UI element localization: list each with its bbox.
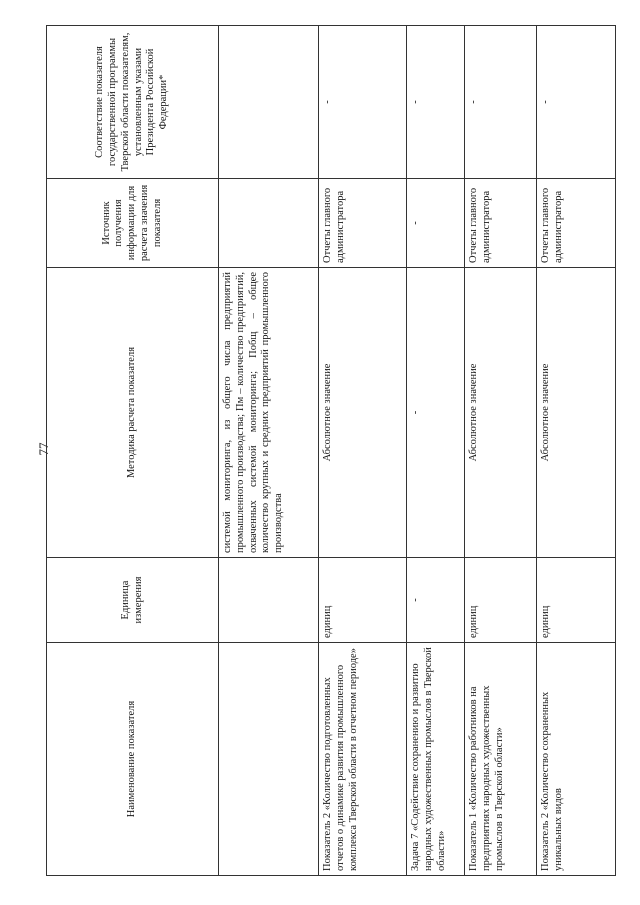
table-row <box>219 26 319 876</box>
table-row <box>319 26 407 876</box>
cell-name <box>219 643 319 876</box>
indicator-table <box>46 25 616 876</box>
rotated-table-sheet <box>46 26 616 876</box>
cell-method: системой мониторинга, из общего числа предприятий промышленного производства; Пм – количество предприятий, охваченных системой мониторинга; Побщ – общее количество крупных и средних предприятий промышленного производства <box>219 268 319 558</box>
cell-method: Абсолютное значение <box>319 268 407 558</box>
cell-method: Абсолютное значение <box>537 268 616 558</box>
cell-method: - <box>407 268 465 558</box>
cell-conformity <box>219 26 319 179</box>
cell-conformity: - <box>407 26 465 179</box>
cell-conformity: - <box>465 26 537 179</box>
cell-unit: единиц <box>537 558 616 643</box>
cell-name: Показатель 1 «Количество работников на предприятиях народных художественных промыслов в Тверской области» <box>465 643 537 876</box>
cell-source: Отчеты главного администратора <box>537 179 616 268</box>
cell-unit <box>219 558 319 643</box>
cell-method: Абсолютное значение <box>465 268 537 558</box>
cell-unit: единиц <box>319 558 407 643</box>
cell-source <box>219 179 319 268</box>
header-method: Методика расчета показателя <box>47 268 219 558</box>
header-name: Наименование показателя <box>47 643 219 876</box>
table-row <box>465 26 537 876</box>
header-unit: Единица измерения <box>47 558 219 643</box>
header-source: Источник получения информации для расчета значения показателя <box>47 179 219 268</box>
cell-name: Показатель 2 «Количество сохраненных уникальных видов <box>537 643 616 876</box>
header-conformity: Соответствие показателя государственной программы Тверской области показателям, установленным указами Президента Российской Федерации* <box>47 26 219 179</box>
cell-unit: единиц <box>465 558 537 643</box>
cell-source: Отчеты главного администратора <box>319 179 407 268</box>
cell-name: Показатель 2 «Количество подготовленных отчетов о динамике развития промышленного комплекса Тверской области в отчетном периоде» <box>319 643 407 876</box>
cell-name: Задача 7 «Содействие сохранению и развитию народных художественных промыслов в Тверской области» <box>407 643 465 876</box>
cell-conformity: - <box>537 26 616 179</box>
cell-conformity: - <box>319 26 407 179</box>
cell-source: Отчеты главного администратора <box>465 179 537 268</box>
page-number: 77 <box>36 442 51 456</box>
table-row <box>537 26 616 876</box>
cell-source: - <box>407 179 465 268</box>
cell-unit: - <box>407 558 465 643</box>
table-row <box>407 26 465 876</box>
header-row <box>47 26 219 876</box>
